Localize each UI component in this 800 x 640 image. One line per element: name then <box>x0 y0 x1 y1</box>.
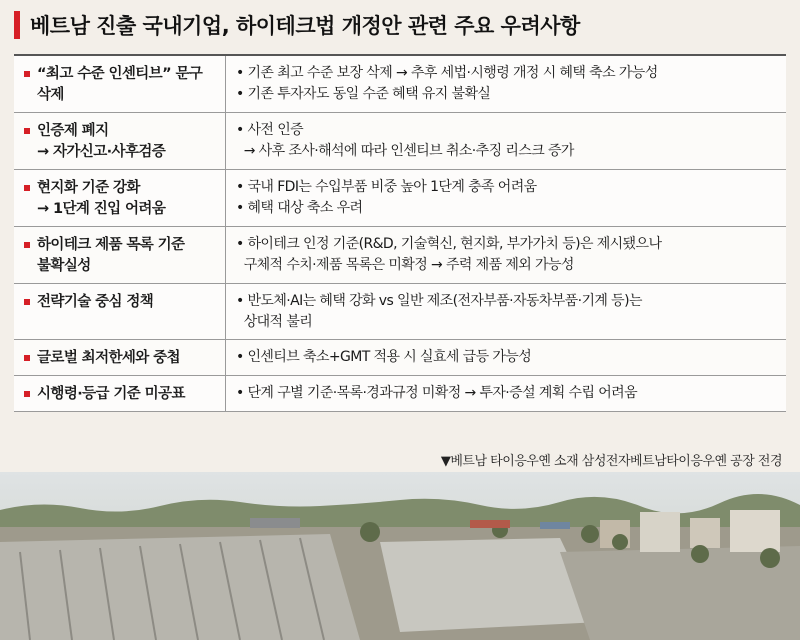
factory-aerial-photo <box>0 472 800 640</box>
row-topic <box>14 113 226 169</box>
detail-item: • 반도체·AI는 혜택 강화 vs 일반 제조(전자부품·자동차부품·기계 등)는 <box>236 293 642 309</box>
red-square-bullet-icon <box>24 71 30 77</box>
row-details <box>226 227 786 283</box>
topic-line: 삭제 <box>37 87 64 103</box>
detail-item: • 단계 구별 기준·목록·경과규정 미확정 → 투자·증설 계획 수립 어려움 <box>236 385 638 401</box>
detail-item: • 혜택 대상 축소 우려 <box>236 200 363 216</box>
topic-line: 불확실성 <box>37 258 91 274</box>
topic-line: 하이테크 제품 목록 기준 <box>37 237 185 253</box>
topic-line: 시행령·등급 기준 미공표 <box>37 386 185 402</box>
title-accent-bar <box>14 11 20 39</box>
row-details <box>226 284 786 339</box>
topic-line: 전략기술 중심 정책 <box>37 294 154 310</box>
concerns-table <box>14 54 786 412</box>
table-row <box>14 170 786 227</box>
factory-aerial-illustration <box>0 472 800 640</box>
red-square-bullet-icon <box>24 128 30 134</box>
row-topic <box>14 170 226 226</box>
table-row <box>14 284 786 340</box>
red-square-bullet-icon <box>24 391 30 397</box>
detail-item: • 사전 인증 <box>236 122 304 138</box>
detail-item: • 기존 최고 수준 보장 삭제 → 추후 세법·시행령 개정 시 혜택 축소 가능성 <box>236 65 658 81</box>
row-topic <box>14 340 226 375</box>
topic-line: 현지화 기준 강화 <box>37 180 140 196</box>
topic-line: “최고 수준 인센티브” 문구 <box>37 66 203 82</box>
detail-item: • 국내 FDI는 수입부품 비중 높아 1단계 충족 어려움 <box>236 179 537 195</box>
detail-item: • 하이테크 인정 기준(R&D, 기술혁신, 현지화, 부가가치 등)은 제시됐으나 <box>236 236 662 252</box>
topic-line: 인증제 폐지 <box>37 123 109 139</box>
detail-item: • 기존 투자자도 동일 수준 혜택 유지 불확실 <box>236 86 491 102</box>
row-details <box>226 340 786 375</box>
topic-line: → 자가신고·사후검증 <box>37 144 166 160</box>
row-topic <box>14 284 226 339</box>
detail-item: 구체적 수치·제품 목록은 미확정 → 주력 제품 제외 가능성 <box>236 257 574 273</box>
red-square-bullet-icon <box>24 355 30 361</box>
title-bar <box>0 0 800 50</box>
photo-caption: ▼베트남 타이응우옌 소재 삼성전자베트남타이응우옌 공장 전경 <box>440 454 782 469</box>
row-topic <box>14 56 226 112</box>
red-square-bullet-icon <box>24 299 30 305</box>
topic-line: 글로벌 최저한세와 중첩 <box>37 350 180 366</box>
table-row <box>14 56 786 113</box>
row-details <box>226 170 786 226</box>
row-topic <box>14 227 226 283</box>
table-row <box>14 340 786 376</box>
detail-item: 상대적 불리 <box>236 314 313 330</box>
page-title: 베트남 진출 국내기업, 하이테크법 개정안 관련 주요 우려사항 <box>30 14 580 38</box>
red-square-bullet-icon <box>24 242 30 248</box>
red-square-bullet-icon <box>24 185 30 191</box>
detail-item: → 사후 조사·해석에 따라 인센티브 취소·추징 리스크 증가 <box>236 143 574 159</box>
row-details <box>226 113 786 169</box>
table-row <box>14 376 786 412</box>
topic-line: → 1단계 진입 어려움 <box>37 201 166 217</box>
table-row <box>14 227 786 284</box>
detail-item: • 인센티브 축소+GMT 적용 시 실효세 급등 가능성 <box>236 349 532 365</box>
row-details <box>226 376 786 411</box>
row-topic <box>14 376 226 411</box>
table-row <box>14 113 786 170</box>
row-details <box>226 56 786 112</box>
